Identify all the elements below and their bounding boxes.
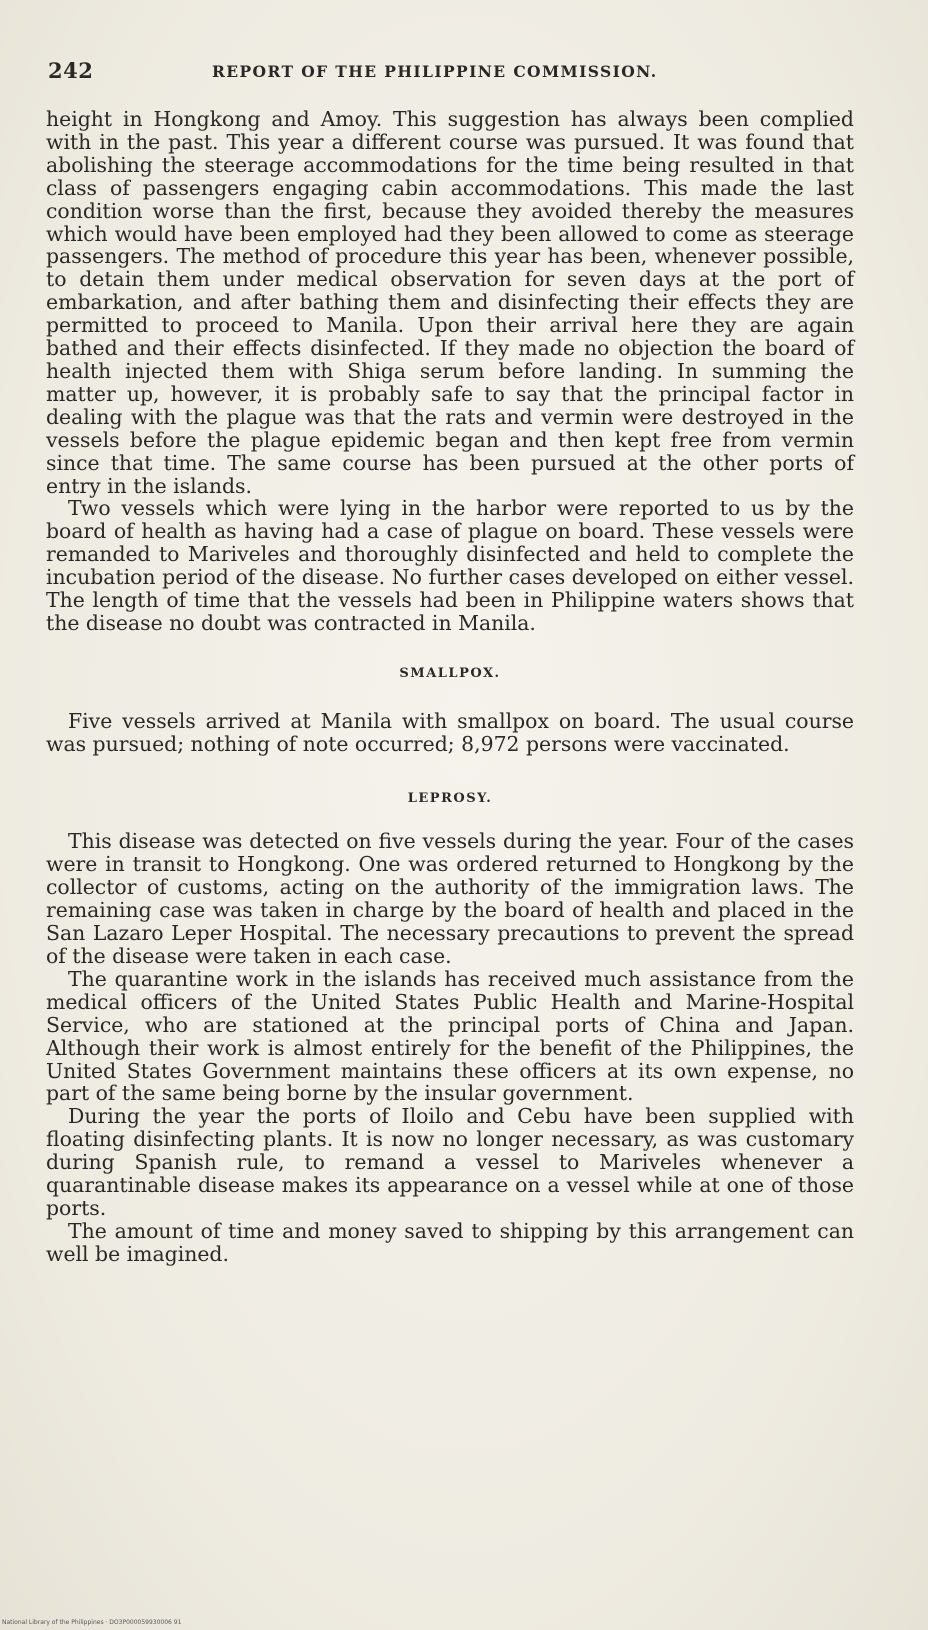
paragraph-plague-vessels: Two vessels which were lying in the harbor were reported to us by the board of health as having had a case of plague on board. These vessels were remanded to Mariveles and thoroughly disinfected and held to complete the incubation period of the disease. No further cases developed on either vessel. The length of time that the vessels had been in Philippine waters shows that the disease no doubt was contracted in Manila. <box>46 496 854 635</box>
paragraph-quarantine-assistance: The quarantine work in the islands has received much assistance from the medical officers of the United States Public Health and Marine-Hospital Service, who are stationed at the principal ports of China and Japan. Although their work is almost entirely for the benefit of the Philippines, the United States Government maintains these officers at its own expense, no part of the same being borne by the insular government. <box>46 966 854 1106</box>
paragraph-disinfecting-plants: During the year the ports of Iloilo and Cebu have been supplied with floating disinfecting plants. It is now no longer necessary, as was customary during Spanish rule, to remand a vessel to Mariveles whenever a quarantinable disease makes its appearance on a vessel while at one of those ports. <box>46 1104 854 1220</box>
section-title-leprosy: LEPROSY. <box>407 790 493 806</box>
paragraph-time-saved: The amount of time and money saved to shipping by this arrangement can well be imagined. <box>46 1218 854 1266</box>
running-head: REPORT OF THE PHILIPPINE COMMISSION. <box>212 62 658 81</box>
page-header <box>48 58 868 88</box>
body-text <box>46 108 854 1266</box>
paragraph-smallpox: Five vessels arrived at Manila with smallpox on board. The usual course was pursued; nothing of note occurred; 8,972 persons were vaccinated. <box>46 708 854 756</box>
scan-credit: National Library of the Philippines · DO3P000059930006 91 <box>2 1619 182 1626</box>
section-title-smallpox: SMALLPOX. <box>399 665 501 681</box>
paragraph-plague-procedure: height in Hongkong and Amoy. This suggestion has always been complied with in the past. This year a different course was pursued. It was found that abolishing the steerage accommodations for the time being resulted in that class of passengers engaging cabin accommodations. This made the last condition worse than the first, because they avoided thereby the measures which would have been employed had they been allowed to come as steerage passengers. The method of procedure this year has been, whenever possible, to detain them under medical observation for seven days at the port of embarkation, and after bathing them and disinfecting their effects they are permitted to proceed to Manila. Upon their arrival here they are again bathed and their effects disinfected. If they made no objection the board of health injected them with Shiga serum before landing. In summing the matter up, however, it is probably safe to say that the principal factor in dealing with the plague was that the rats and vermin were destroyed in the vessels before the plague epidemic began and then kept free from vermin since that time. The same course has been pursued at the other ports of entry in the islands. <box>46 107 854 498</box>
paragraph-leprosy: This disease was detected on five vessels during the year. Four of the cases were in transit to Hongkong. One was ordered returned to Hongkong by the collector of customs, acting on the authority of the immigration laws. The remaining case was taken in charge by the board of health and placed in the San Lazaro Leper Hospital. The necessary precautions to prevent the spread of the disease were taken in each case. <box>46 829 854 968</box>
page-number: 242 <box>48 58 94 83</box>
